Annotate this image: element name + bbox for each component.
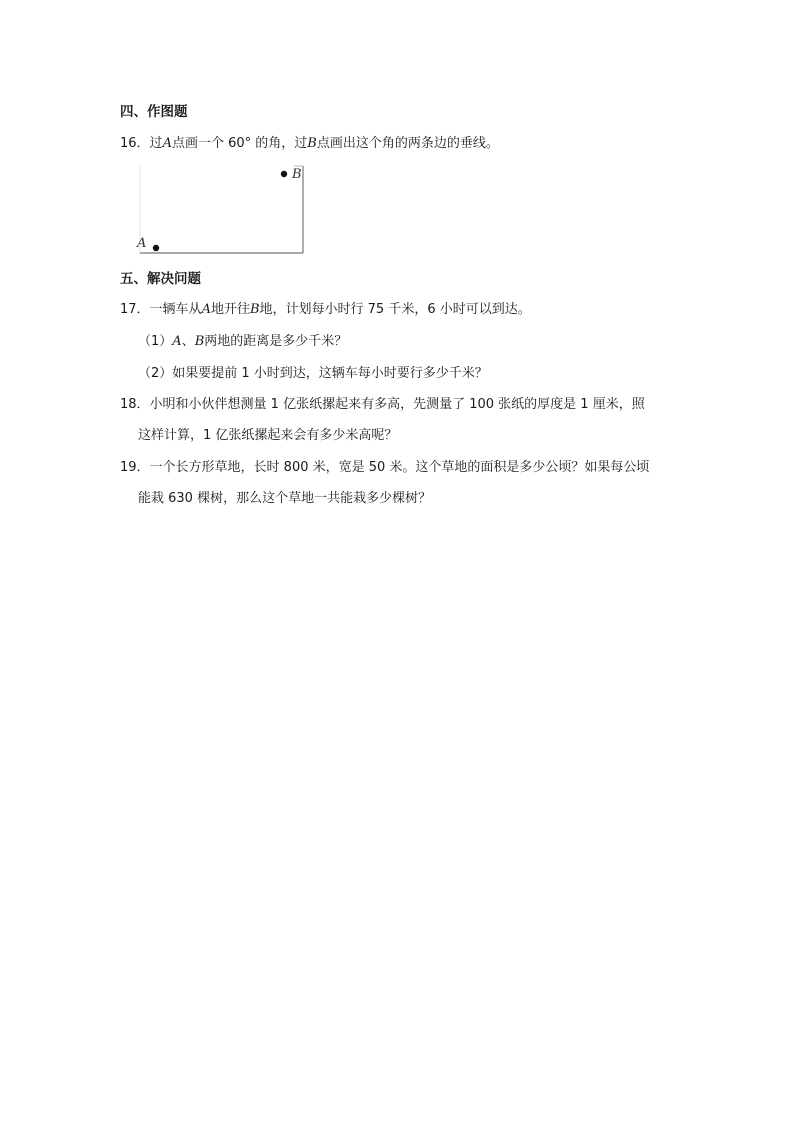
question-17-number: 17．: [120, 302, 150, 317]
question-17-sub-2: （2）如果要提前 1 小时到达，这辆车每小时要行多少千米？: [138, 366, 488, 381]
section-5-heading: 五、解决问题: [120, 271, 201, 287]
point-a-label: A: [137, 236, 147, 251]
question-17-text-3: 地，计划每小时行 75 千米，6 小时可以到达。: [259, 302, 531, 317]
section-4-heading: 四、作图题: [120, 104, 188, 120]
point-a-ref: A: [162, 136, 172, 151]
question-17-text-1: 一辆车从: [149, 302, 202, 317]
point-a-ref: A: [201, 302, 211, 317]
question-16-figure: [134, 163, 309, 257]
point-b-dot: [281, 171, 287, 177]
question-18-line-2: 这样计算，1 亿张纸摞起来会有多少米高呢？: [138, 428, 398, 443]
sub-1-prefix: （1）: [138, 334, 173, 349]
question-19-line-2: 能栽 630 棵树，那么这个草地一共能栽多少棵树？: [138, 491, 432, 506]
point-b-label: B: [292, 167, 302, 182]
question-17-sub-1: [138, 333, 347, 351]
question-18-line-1: 18．小明和小伙伴想测量 1 亿张纸摞起来有多高，先测量了 100 张纸的厚度是 1 厘米，照: [120, 397, 645, 412]
angle-figure: [134, 163, 309, 257]
sub-1-separator: 、: [181, 334, 195, 349]
question-17-text-2: 地开往: [210, 302, 250, 317]
point-a-ref: A: [172, 334, 182, 349]
question-17: [120, 301, 531, 319]
question-16: [120, 135, 499, 153]
question-16-text-2: 点画一个 60° 的角，过: [171, 136, 308, 151]
point-a-dot: [153, 245, 159, 251]
question-19-line-1: 19．一个长方形草地，长时 800 米，宽是 50 米。这个草地的面积是多少公顷？如果每公顷: [120, 460, 650, 475]
sub-1-text: 两地的距离是多少千米？: [204, 334, 348, 349]
question-16-number: 16．: [120, 136, 150, 151]
question-16-text-3: 点画出这个角的两条边的垂线。: [316, 136, 499, 151]
point-b-ref: B: [194, 334, 205, 349]
question-16-text-1: 过: [149, 136, 163, 151]
point-b-ref: B: [307, 136, 317, 151]
point-b-ref: B: [249, 302, 260, 317]
